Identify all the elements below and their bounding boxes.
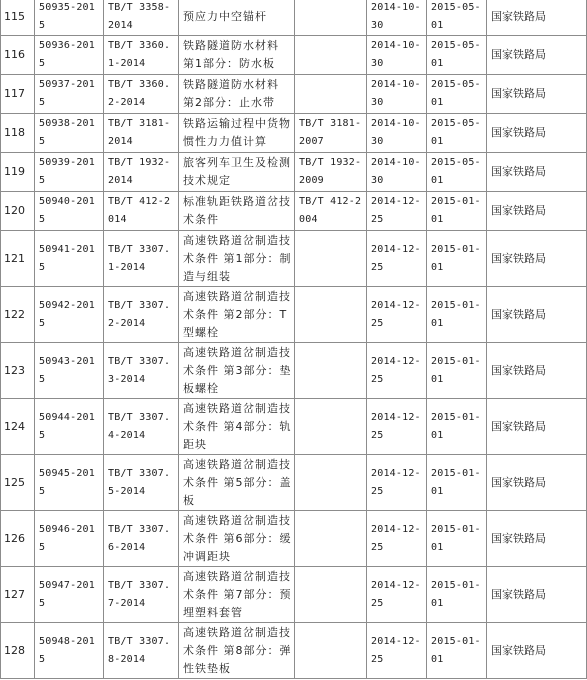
effective-date: 2015-01-01 <box>427 287 487 343</box>
issue-date: 2014-12-25 <box>367 287 427 343</box>
filing-code: 50943-2015 <box>35 343 104 399</box>
row-number: 119 <box>1 153 35 192</box>
issue-date: 2014-12-25 <box>367 567 427 623</box>
row-number: 118 <box>1 114 35 153</box>
standard-name: 高速铁路道岔制造技术条件 第1部分：制造与组装 <box>179 231 295 287</box>
issue-date: 2014-12-25 <box>367 399 427 455</box>
filing-code: 50937-2015 <box>35 75 104 114</box>
row-number: 120 <box>1 192 35 231</box>
filing-code: 50948-2015 <box>35 623 104 679</box>
issue-date: 2014-10-30 <box>367 153 427 192</box>
replaced-standard: TB/T 412-2004 <box>295 192 367 231</box>
standard-name: 高速铁路道岔制造技术条件 第6部分：缓冲调距块 <box>179 511 295 567</box>
table-row <box>1 0 587 36</box>
standard-number: TB/T 3307.3-2014 <box>104 343 179 399</box>
issue-date: 2014-10-30 <box>367 0 427 36</box>
standard-number: TB/T 3360.1-2014 <box>104 36 179 75</box>
issuing-department: 国家铁路局 <box>487 36 587 75</box>
standard-name: 高速铁路道岔制造技术条件 第2部分：T型螺栓 <box>179 287 295 343</box>
filing-code: 50944-2015 <box>35 399 104 455</box>
issuing-department: 国家铁路局 <box>487 455 587 511</box>
issuing-department: 国家铁路局 <box>487 567 587 623</box>
standard-number: TB/T 412-2014 <box>104 192 179 231</box>
standard-name: 高速铁路道岔制造技术条件 第8部分：弹性铁垫板 <box>179 623 295 679</box>
effective-date: 2015-05-01 <box>427 36 487 75</box>
replaced-standard <box>295 0 367 36</box>
row-number: 125 <box>1 455 35 511</box>
row-number: 124 <box>1 399 35 455</box>
issuing-department: 国家铁路局 <box>487 114 587 153</box>
replaced-standard <box>295 36 367 75</box>
effective-date: 2015-05-01 <box>427 153 487 192</box>
filing-code: 50946-2015 <box>35 511 104 567</box>
effective-date: 2015-05-01 <box>427 0 487 36</box>
effective-date: 2015-01-01 <box>427 231 487 287</box>
row-number: 116 <box>1 36 35 75</box>
table-row <box>1 455 587 511</box>
replaced-standard <box>295 75 367 114</box>
filing-code: 50945-2015 <box>35 455 104 511</box>
standard-name: 铁路隧道防水材料 第1部分：防水板 <box>179 36 295 75</box>
replaced-standard: TB/T 3181-2007 <box>295 114 367 153</box>
filing-code: 50939-2015 <box>35 153 104 192</box>
table-row <box>1 287 587 343</box>
table-row <box>1 114 587 153</box>
issuing-department: 国家铁路局 <box>487 0 587 36</box>
issuing-department: 国家铁路局 <box>487 343 587 399</box>
issue-date: 2014-12-25 <box>367 231 427 287</box>
effective-date: 2015-01-01 <box>427 192 487 231</box>
table-row <box>1 567 587 623</box>
filing-code: 50935-2015 <box>35 0 104 36</box>
standard-number: TB/T 3307.6-2014 <box>104 511 179 567</box>
standard-name: 高速铁路道岔制造技术条件 第4部分：轨距块 <box>179 399 295 455</box>
standard-number: TB/T 3358-2014 <box>104 0 179 36</box>
standard-name: 预应力中空锚杆 <box>179 0 295 36</box>
effective-date: 2015-01-01 <box>427 399 487 455</box>
replaced-standard <box>295 567 367 623</box>
issuing-department: 国家铁路局 <box>487 231 587 287</box>
effective-date: 2015-05-01 <box>427 114 487 153</box>
row-number: 128 <box>1 623 35 679</box>
standard-name: 旅客列车卫生及检测技术规定 <box>179 153 295 192</box>
filing-code: 50936-2015 <box>35 36 104 75</box>
issue-date: 2014-10-30 <box>367 114 427 153</box>
issue-date: 2014-10-30 <box>367 75 427 114</box>
standard-number: TB/T 3181-2014 <box>104 114 179 153</box>
filing-code: 50942-2015 <box>35 287 104 343</box>
issuing-department: 国家铁路局 <box>487 192 587 231</box>
table-row <box>1 192 587 231</box>
row-number: 121 <box>1 231 35 287</box>
issuing-department: 国家铁路局 <box>487 75 587 114</box>
row-number: 126 <box>1 511 35 567</box>
issuing-department: 国家铁路局 <box>487 153 587 192</box>
filing-code: 50940-2015 <box>35 192 104 231</box>
table-row <box>1 343 587 399</box>
filing-code: 50947-2015 <box>35 567 104 623</box>
issue-date: 2014-12-25 <box>367 455 427 511</box>
effective-date: 2015-01-01 <box>427 511 487 567</box>
table-row <box>1 153 587 192</box>
table-row <box>1 623 587 679</box>
standard-name: 高速铁路道岔制造技术条件 第3部分：垫板螺栓 <box>179 343 295 399</box>
effective-date: 2015-01-01 <box>427 567 487 623</box>
standard-name: 高速铁路道岔制造技术条件 第7部分：预埋塑料套管 <box>179 567 295 623</box>
issuing-department: 国家铁路局 <box>487 623 587 679</box>
standard-name: 标准轨距铁路道岔技术条件 <box>179 192 295 231</box>
standard-number: TB/T 3307.8-2014 <box>104 623 179 679</box>
row-number: 117 <box>1 75 35 114</box>
filing-code: 50941-2015 <box>35 231 104 287</box>
issue-date: 2014-10-30 <box>367 36 427 75</box>
table-row <box>1 36 587 75</box>
table-row <box>1 231 587 287</box>
standard-number: TB/T 3307.5-2014 <box>104 455 179 511</box>
replaced-standard <box>295 343 367 399</box>
effective-date: 2015-05-01 <box>427 75 487 114</box>
replaced-standard <box>295 287 367 343</box>
standard-number: TB/T 3360.2-2014 <box>104 75 179 114</box>
filing-code: 50938-2015 <box>35 114 104 153</box>
table-row <box>1 399 587 455</box>
row-number: 115 <box>1 0 35 36</box>
standard-number: TB/T 3307.1-2014 <box>104 231 179 287</box>
standard-number: TB/T 3307.4-2014 <box>104 399 179 455</box>
issuing-department: 国家铁路局 <box>487 511 587 567</box>
standard-name: 铁路运输过程中货物惯性力力值计算 <box>179 114 295 153</box>
row-number: 123 <box>1 343 35 399</box>
issue-date: 2014-12-25 <box>367 343 427 399</box>
replaced-standard <box>295 231 367 287</box>
table-row <box>1 511 587 567</box>
replaced-standard <box>295 511 367 567</box>
table-row <box>1 75 587 114</box>
issue-date: 2014-12-25 <box>367 511 427 567</box>
effective-date: 2015-01-01 <box>427 623 487 679</box>
issuing-department: 国家铁路局 <box>487 287 587 343</box>
standard-number: TB/T 3307.2-2014 <box>104 287 179 343</box>
replaced-standard <box>295 455 367 511</box>
replaced-standard: TB/T 1932-2009 <box>295 153 367 192</box>
row-number: 122 <box>1 287 35 343</box>
replaced-standard <box>295 399 367 455</box>
effective-date: 2015-01-01 <box>427 455 487 511</box>
standard-number: TB/T 1932-2014 <box>104 153 179 192</box>
issue-date: 2014-12-25 <box>367 623 427 679</box>
table-body <box>1 0 587 679</box>
issue-date: 2014-12-25 <box>367 192 427 231</box>
row-number: 127 <box>1 567 35 623</box>
effective-date: 2015-01-01 <box>427 343 487 399</box>
standard-number: TB/T 3307.7-2014 <box>104 567 179 623</box>
replaced-standard <box>295 623 367 679</box>
standard-name: 高速铁路道岔制造技术条件 第5部分：盖板 <box>179 455 295 511</box>
issuing-department: 国家铁路局 <box>487 399 587 455</box>
standard-name: 铁路隧道防水材料 第2部分：止水带 <box>179 75 295 114</box>
